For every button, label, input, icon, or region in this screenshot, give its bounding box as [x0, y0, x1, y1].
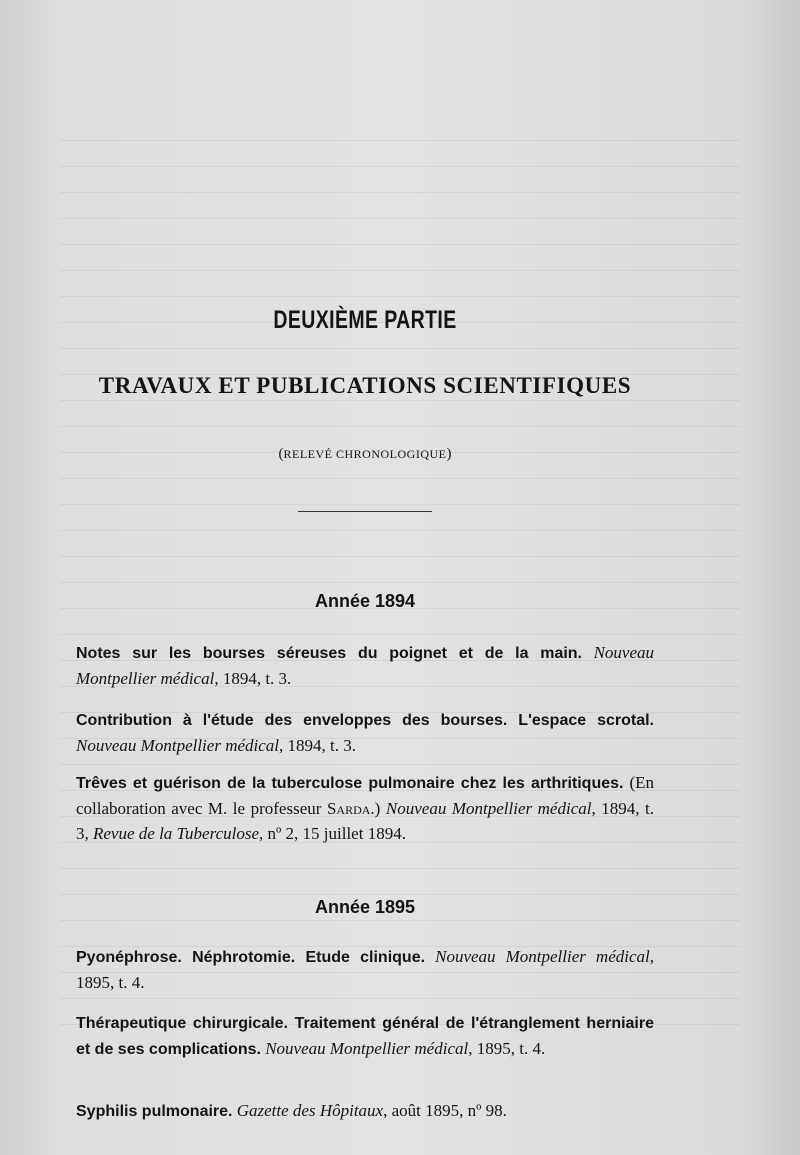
- publication-entry: [76, 707, 654, 758]
- publication-details-2: , nº 2, 15 juillet 1894.: [259, 824, 406, 843]
- publication-collab-suffix: .): [370, 799, 381, 818]
- part-title: DEUXIÈME PARTIE: [273, 306, 457, 334]
- publication-title: Syphilis pulmonaire.: [76, 1103, 233, 1120]
- subtitle: (RELEVÉ CHRONOLOGIQUE): [278, 446, 452, 462]
- publication-details: , 1894, t. 3.: [214, 669, 292, 688]
- publication-details: , 1895, t. 4.: [468, 1039, 546, 1058]
- publication-journal: Nouveau Montpellier médical: [435, 947, 650, 966]
- publication-title: Trêves et guérison de la tuberculose pulmonaire chez les arthritiques.: [76, 775, 624, 792]
- publication-details: , août 1895, nº 98.: [383, 1101, 507, 1120]
- publication-details: , 1894, t. 3,: [76, 799, 655, 843]
- publication-entry: [76, 640, 654, 691]
- publication-journal: Nouveau Montpellier médical: [385, 799, 592, 818]
- publication-collab-name: Sarda: [326, 799, 371, 818]
- section-title: TRAVAUX ET PUBLICATIONS SCIENTIFIQUES: [98, 373, 632, 398]
- publication-entry: [76, 1098, 654, 1124]
- year-heading-1894: Année 1894: [314, 591, 416, 611]
- subtitle-text: RELEVÉ CHRONOLOGIQUE: [283, 447, 447, 461]
- publication-title: Pyonéphrose. Néphrotomie. Etude clinique.: [76, 949, 426, 966]
- publication-entry: [76, 1010, 654, 1062]
- publication-title: Thérapeutique chirurgicale. Traitement général de l'étranglement herniaire et de ses complications.: [76, 1015, 654, 1058]
- publication-journal: Nouveau Montpellier médical: [265, 1039, 469, 1058]
- publication-collab-prefix: (En collaboration avec M. le professeur: [76, 773, 655, 818]
- publication-entry: [76, 770, 654, 846]
- publication-details: , 1894, t. 3.: [279, 736, 356, 755]
- divider-rule: [298, 511, 432, 512]
- year-heading-1895: Année 1895: [314, 897, 416, 917]
- publication-details: , 1895, t. 4.: [76, 947, 654, 992]
- publication-journal-2: Revue de la Tuberculose: [93, 824, 260, 843]
- publication-title: Contribution à l'étude des enveloppes des bourses. L'espace scrotal.: [76, 712, 654, 729]
- publication-journal: Nouveau Montpellier médical: [76, 736, 280, 755]
- publication-journal: Gazette des Hôpitaux: [236, 1101, 384, 1120]
- publication-title: Notes sur les bourses séreuses du poignet et de la main.: [76, 645, 583, 662]
- publication-journal: Nouveau Montpellier médical: [76, 643, 655, 688]
- publication-entry: [76, 944, 654, 995]
